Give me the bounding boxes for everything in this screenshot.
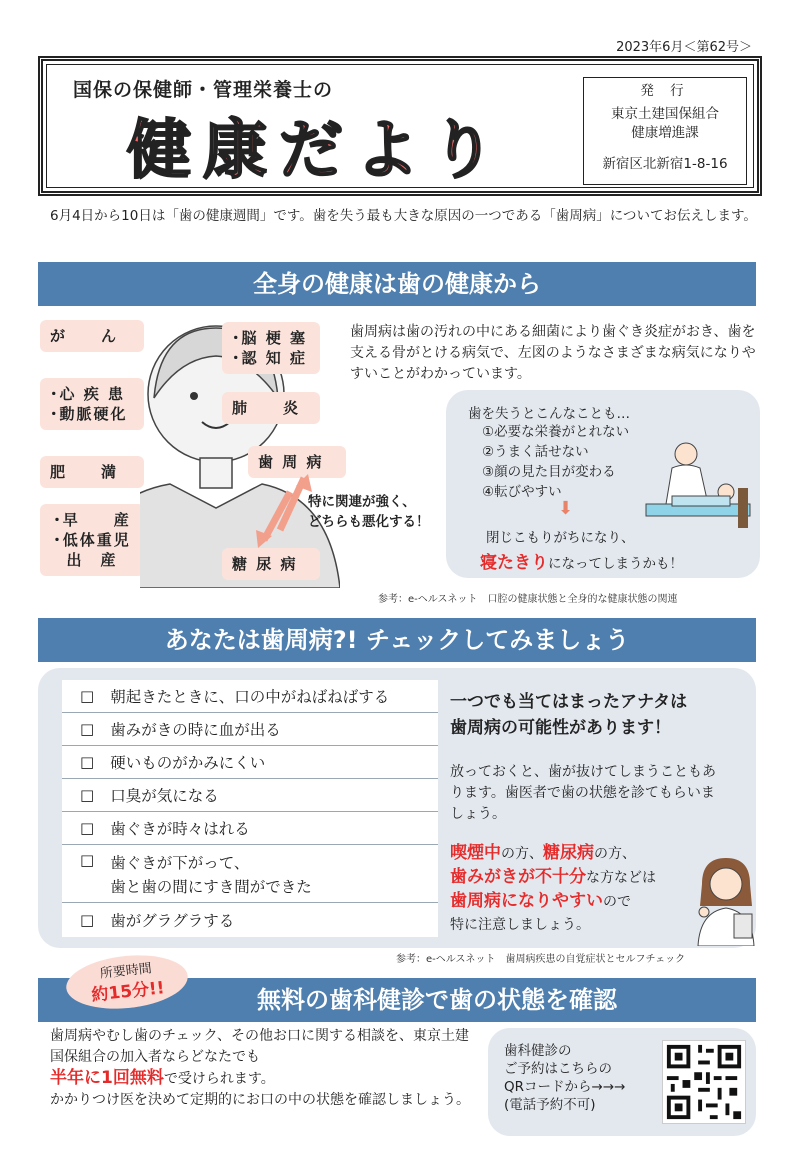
desc-part3: かかりつけ医を決めて定期的にお口の中の状態を確認しましょう。: [50, 1092, 470, 1108]
disease-diabetes: 糖 尿 病: [222, 548, 320, 580]
issue-number: 2023年6月＜第62号＞: [616, 40, 752, 55]
risk-sep: な方などは: [586, 870, 656, 886]
disease-periodontal: 歯 周 病: [248, 446, 346, 478]
checkbox-icon[interactable]: □: [80, 687, 95, 705]
duration-value: 約15分!!: [90, 978, 166, 1006]
section3-banner-text: 無料の歯科健診で歯の状態を確認: [257, 986, 617, 1014]
card-line1: 閉じこもりがちになり、: [486, 530, 635, 546]
checkbox-icon[interactable]: □: [80, 720, 95, 738]
list-item: ③顔の見た目が変わる: [482, 464, 616, 480]
advice-text: 放っておくと、歯が抜けてしまうこともあります。歯医者で歯の状態を診てもらいましょう。: [450, 764, 716, 822]
risk-smoking: 喫煙中: [450, 843, 501, 863]
check-label: 硬いものがかみにくい: [110, 754, 266, 772]
bedridden-highlight: 寝たきり: [480, 553, 548, 573]
caregiver-illustration: [642, 438, 754, 530]
reference-1: 参考：e-ヘルスネット 口腔の健康状態と全身的な健康状態の関連: [378, 594, 678, 605]
duration-label: 所要時間: [99, 961, 153, 982]
desc-part2: で受けられます。: [163, 1071, 275, 1087]
check-label: 朝起きたときに、口の中がねばねばする: [110, 688, 390, 706]
checkbox-icon[interactable]: □: [80, 819, 95, 837]
result-headline-1: 一つでも当てはまったアナタは: [450, 692, 688, 712]
disease-premature: ･早 産 ･低体重児 出 産: [40, 504, 144, 576]
relation-note: 特に関連が強く、 どちらも悪化する！: [308, 494, 430, 530]
disease-cancer: が ん: [40, 320, 144, 352]
masthead-title: 健康だより: [127, 114, 507, 188]
publisher-dept: 健康増進課: [631, 125, 699, 141]
disease-pneumonia: 肺 炎: [222, 392, 320, 424]
reservation-card: [488, 1028, 756, 1136]
reference-2: 参考：e-ヘルスネット 歯周病疾患の自覚症状とセルフチェック: [396, 954, 686, 965]
risk-text: [450, 842, 710, 937]
check-item[interactable]: [62, 746, 438, 779]
nurse-illustration: [690, 854, 760, 946]
section3-description: [50, 1026, 470, 1111]
check-item[interactable]: [62, 713, 438, 746]
free-highlight: 半年に1回無料: [50, 1068, 164, 1088]
risk-diabetes: 糖尿病: [543, 843, 594, 863]
check-item[interactable]: [62, 845, 438, 903]
risk-sep: の方、: [501, 846, 543, 862]
risk-brushing: 歯みがきが不十分: [450, 867, 586, 887]
publisher-box: [583, 77, 747, 185]
checkbox-icon[interactable]: □: [80, 786, 95, 804]
risk-sep: の方、: [594, 846, 636, 862]
section1-banner: 全身の健康は歯の健康から: [38, 262, 756, 306]
list-item: ④転びやすい: [482, 484, 562, 500]
publisher-org: 東京土建国保組合: [611, 106, 719, 122]
disease-heart: ･心 疾 患 ･動脈硬化: [40, 378, 144, 430]
card-line2: [480, 548, 683, 573]
checkbox-icon[interactable]: □: [80, 753, 95, 771]
list-item: ①必要な栄養がとれない: [482, 424, 630, 440]
desc-part1: 歯周病やむし歯のチェック、その他お口に関する相談を、東京土建国保組合の加入者ならどなたでも: [50, 1028, 470, 1065]
checkbox-icon[interactable]: □: [80, 851, 95, 869]
check-label: 歯がグラグラする: [110, 912, 235, 930]
intro-text: 6月4日から10日は「歯の健康週間」です。歯を失う最も大きな原因の一つである「歯周病」についてお伝えします。: [50, 208, 757, 224]
check-item[interactable]: [62, 680, 438, 713]
risk-end: 特に注意しましょう。: [450, 917, 590, 933]
check-item[interactable]: [62, 779, 438, 812]
reservation-text: 歯科健診の ご予約はこちらの QRコードから→→→ (電話予約不可): [504, 1043, 626, 1113]
check-label: 歯ぐきが時々はれる: [110, 820, 250, 838]
disease-stroke: ･脳 梗 塞 ･認 知 症: [222, 322, 320, 374]
publisher-label: 発 行: [640, 83, 690, 99]
card-line2-rest: になってしまうかも！: [548, 556, 683, 572]
masthead-subtitle: 国保の保健師・管理栄養士の: [73, 79, 334, 101]
check-item[interactable]: [62, 812, 438, 845]
check-item[interactable]: [62, 903, 438, 937]
risk-prone: 歯周病になりやすい: [450, 891, 603, 911]
card-title: 歯を失うとこんなことも…: [468, 406, 630, 422]
risk-sep: ので: [603, 894, 631, 910]
checkbox-icon[interactable]: □: [80, 911, 95, 929]
check-label: 歯ぐきが下がって、 歯と歯の間にすき間ができた: [110, 854, 312, 896]
qr-icon: [663, 1041, 745, 1123]
check-label: 口臭が気になる: [110, 787, 219, 805]
section1-description: 歯周病は歯の汚れの中にある細菌により歯ぐき炎症がおき、歯を支える骨がとける病気で、左図のようなさまざまな病気になりやすいことがわかっています。: [350, 324, 756, 382]
masthead: [38, 56, 762, 196]
publisher-address: 新宿区北新宿1-8-16: [602, 156, 728, 172]
result-headline-2: 歯周病の可能性があります！: [450, 718, 671, 738]
arrow-down-icon: ⬇: [558, 498, 574, 519]
section2-banner: あなたは歯周病?! チェックしてみましょう: [38, 618, 756, 662]
check-label: 歯みがきの時に血が出る: [110, 721, 281, 739]
list-item: ②うまく話せない: [482, 444, 589, 460]
disease-obesity: 肥 満: [40, 456, 144, 488]
qr-code[interactable]: [662, 1040, 746, 1124]
tooth-loss-card: [446, 390, 760, 578]
